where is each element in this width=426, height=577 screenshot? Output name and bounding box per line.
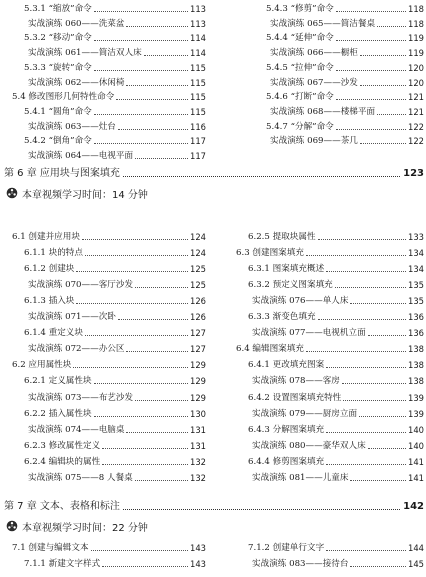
toc-entry-page: 116 (190, 121, 206, 132)
toc-entry-title: 7.1.2 创建单行文字 (248, 543, 325, 553)
toc-entry-page: 138 (408, 376, 424, 387)
toc-entry-title: 7.1 创建与编辑文本 (12, 543, 89, 553)
toc-entry-page: 126 (190, 312, 206, 323)
toc-exercise-entry[interactable] (270, 133, 424, 147)
toc-entry-title: 实战演练 074——电脑桌 (28, 424, 125, 435)
toc-section-entry[interactable] (12, 229, 206, 243)
leader-dots (135, 287, 188, 288)
toc-entry-title: 5.4.3 “修剪”命令 (266, 4, 334, 14)
toc-exercise-entry[interactable] (252, 556, 424, 570)
film-reel-icon (6, 187, 18, 199)
toc-exercise-entry[interactable] (28, 309, 206, 323)
toc-section-entry[interactable] (24, 60, 206, 74)
toc-exercise-entry[interactable] (28, 148, 206, 162)
toc-exercise-entry[interactable] (252, 470, 424, 484)
leader-dots (123, 176, 400, 177)
leader-dots (377, 114, 406, 115)
toc-entry-title: 实战演练 073——布艺沙发 (28, 392, 134, 403)
toc-entry-title: 6.1.2 创建块 (24, 264, 75, 275)
leader-dots (94, 383, 188, 384)
toc-entry-page: 144 (408, 543, 424, 553)
leader-dots (76, 271, 188, 272)
toc-entry-page: 119 (408, 33, 424, 44)
chapter-6-page: 123 (403, 168, 424, 179)
leader-dots (368, 335, 406, 336)
toc-entry-page: 114 (190, 48, 206, 59)
toc-entry-title: 实战演练 069——茶几 (270, 136, 358, 147)
leader-dots (82, 239, 188, 240)
toc-entry-title: 5.4.6 “打断”命令 (266, 92, 334, 103)
toc-exercise-entry[interactable] (28, 390, 206, 404)
toc-entry-title: 6.1.4 重定义块 (24, 328, 83, 339)
toc-section-entry[interactable] (248, 540, 424, 554)
leader-dots (102, 566, 188, 567)
leader-dots (94, 143, 188, 144)
toc-section-entry[interactable] (12, 89, 206, 103)
toc-section-entry[interactable] (248, 277, 424, 291)
toc-entry-page: 143 (190, 543, 206, 553)
toc-entry-page: 127 (190, 344, 206, 355)
toc-entry-title: 5.4.7 “分解”命令 (266, 121, 334, 132)
toc-entry-title: 实战演练 080——豪华双人床 (252, 440, 366, 451)
leader-dots (126, 26, 188, 27)
toc-entry-page: 131 (190, 440, 206, 451)
chapter-7-heading[interactable] (4, 498, 424, 514)
toc-entry-title: 实战演练 075——8 人餐桌 (28, 472, 133, 483)
toc-exercise-entry[interactable] (28, 16, 206, 30)
toc-entry-page: 141 (408, 456, 424, 467)
toc-entry-title: 6.2.5 提取块属性 (248, 232, 316, 242)
toc-entry-page: 129 (190, 376, 206, 387)
leader-dots (144, 55, 188, 56)
toc-entry-title: 6.1.3 插入块 (24, 296, 75, 307)
toc-section-entry[interactable] (236, 245, 424, 259)
leader-dots (135, 400, 188, 401)
toc-entry-page: 139 (408, 392, 424, 403)
leader-dots (336, 99, 406, 100)
leader-dots (102, 448, 188, 449)
toc-entry-page: 129 (190, 360, 206, 371)
leader-dots (123, 509, 400, 510)
toc-entry-page: 141 (408, 472, 424, 483)
toc-entry-title: 实战演练 063——灶台 (28, 121, 116, 132)
toc-entry-page: 115 (190, 92, 206, 103)
toc-entry-title: 5.3.3 “旋转”命令 (24, 62, 92, 73)
leader-dots (326, 464, 406, 465)
toc-exercise-entry[interactable] (28, 470, 206, 484)
leader-dots (118, 319, 188, 320)
leader-dots (94, 70, 188, 71)
toc-entry-page: 136 (408, 312, 424, 323)
toc-entry-title: 实战演练 083——接待台 (252, 558, 349, 569)
toc-entry-page: 134 (408, 248, 424, 259)
toc-section-entry[interactable] (24, 454, 206, 468)
toc-section-entry[interactable] (248, 454, 424, 468)
toc-section-entry[interactable] (24, 30, 206, 44)
leader-dots (335, 287, 406, 288)
toc-section-entry[interactable] (248, 390, 424, 404)
toc-section-entry[interactable] (24, 245, 206, 259)
toc-entry-title: 6.4 编辑图案填充 (236, 344, 304, 355)
leader-dots (368, 448, 406, 449)
toc-entry-title: 实战演练 070——客厅沙发 (28, 280, 134, 291)
leader-dots (118, 129, 188, 130)
leader-dots (306, 255, 406, 256)
leader-dots (135, 480, 188, 481)
toc-entry-page: 118 (408, 18, 424, 29)
leader-dots (94, 40, 188, 41)
leader-dots (360, 55, 406, 56)
toc-entry-page: 114 (190, 33, 206, 44)
toc-entry-page: 119 (408, 48, 424, 59)
toc-entry-title: 5.4.1 “圆角”命令 (24, 106, 92, 117)
leader-dots (326, 550, 406, 551)
toc-entry-page: 130 (190, 408, 206, 419)
toc-entry-page: 135 (408, 280, 424, 291)
toc-exercise-entry[interactable] (252, 406, 424, 420)
chapter-7-page: 142 (403, 501, 424, 512)
toc-entry-title: 实战演练 071——次卧 (28, 312, 116, 323)
toc-section-entry[interactable] (266, 60, 424, 74)
toc-entry-page: 118 (408, 4, 424, 14)
leader-dots (85, 335, 188, 336)
toc-section-entry[interactable] (248, 309, 424, 323)
toc-entry-title: 5.4.5 “拉伸”命令 (266, 62, 334, 73)
leader-dots (85, 255, 188, 256)
toc-section-entry[interactable] (24, 325, 206, 339)
toc-entry-title: 6.4.3 分解图案填充 (248, 424, 325, 435)
chapter-7-title: 第 7 章 文本、表格和标注 (4, 501, 120, 512)
leader-dots (326, 367, 406, 368)
toc-entry-title: 6.3.1 图案填充概述 (248, 264, 325, 275)
toc-entry-title: 6.2 应用属性块 (12, 360, 72, 371)
chapter-7-video-time (6, 518, 148, 534)
toc-entry-page: 129 (190, 392, 206, 403)
leader-dots (326, 432, 406, 433)
toc-section-entry[interactable] (266, 119, 424, 133)
toc-entry-title: 6.3.3 渐变色填充 (248, 312, 316, 323)
leader-dots (94, 416, 188, 417)
toc-entry-page: 120 (408, 62, 424, 73)
toc-section-entry[interactable] (12, 540, 206, 554)
toc-entry-title: 6.3.2 预定义图案填充 (248, 280, 333, 291)
toc-exercise-entry[interactable] (270, 104, 424, 118)
leader-dots (126, 351, 188, 352)
toc-exercise-entry[interactable] (28, 341, 206, 355)
chapter-7-video-text: 本章视频学习时间：22 分钟 (22, 522, 148, 534)
toc-entry-title: 6.2.1 定义属性块 (24, 376, 92, 387)
leader-dots (91, 550, 188, 551)
toc-entry-page: 117 (190, 151, 206, 161)
toc-section-entry[interactable] (24, 556, 206, 570)
leader-dots (336, 129, 406, 130)
toc-entry-title: 实战演练 062——休闲椅 (28, 77, 125, 88)
toc-entry-page: 120 (408, 77, 424, 88)
toc-entry-title: 6.1.1 块的特点 (24, 248, 83, 259)
toc-entry-title: 实战演练 067——沙发 (270, 77, 358, 88)
leader-dots (76, 303, 188, 304)
toc-entry-page: 121 (408, 106, 424, 117)
leader-dots (94, 11, 188, 12)
toc-exercise-entry[interactable] (28, 422, 206, 436)
toc-exercise-entry[interactable] (28, 277, 206, 291)
leader-dots (306, 351, 406, 352)
toc-entry-page: 140 (408, 424, 424, 435)
leader-dots (343, 400, 406, 401)
toc-entry-title: 6.2.2 插入属性块 (24, 408, 92, 419)
toc-section-entry[interactable] (24, 133, 206, 147)
chapter-6-video-time (6, 185, 148, 201)
leader-dots (73, 367, 188, 368)
leader-dots (377, 26, 406, 27)
leader-dots (360, 143, 406, 144)
toc-entry-page: 133 (408, 232, 424, 242)
toc-entry-page: 139 (408, 408, 424, 419)
toc-entry-title: 6.4.2 设置图案填充特性 (248, 392, 342, 403)
toc-entry-page: 125 (190, 264, 206, 275)
chapter-6-title: 第 6 章 应用块与图案填充 (4, 168, 120, 179)
toc-entry-title: 实战演练 079——厨房立面 (252, 408, 358, 419)
toc-exercise-entry[interactable] (28, 75, 206, 89)
toc-entry-title: 实战演练 078——客房 (252, 376, 340, 387)
chapter-6-heading[interactable] (4, 165, 424, 181)
leader-dots (318, 239, 406, 240)
toc-entry-page: 132 (190, 472, 206, 483)
toc-entry-page: 124 (190, 232, 206, 242)
leader-dots (116, 99, 188, 100)
toc-exercise-entry[interactable] (270, 45, 424, 59)
toc-entry-page: 126 (190, 296, 206, 307)
toc-entry-page: 113 (190, 4, 206, 14)
toc-entry-page: 115 (190, 62, 206, 73)
toc-exercise-entry[interactable] (270, 16, 424, 30)
toc-entry-title: 实战演练 068——楼梯平面 (270, 106, 376, 117)
toc-entry-page: 124 (190, 248, 206, 259)
toc-entry-title: 实战演练 077——电视机立面 (252, 328, 366, 339)
toc-entry-title: 5.3.1 “缩放”命令 (24, 4, 92, 14)
toc-exercise-entry[interactable] (270, 75, 424, 89)
toc-entry-page: 117 (190, 136, 206, 147)
toc-entry-title: 实战演练 081——儿童床 (252, 472, 349, 483)
toc-entry-page: 134 (408, 264, 424, 275)
toc-section-entry[interactable] (24, 373, 206, 387)
toc-entry-title: 实战演练 061——简洁双人床 (28, 48, 142, 59)
toc-entry-page: 143 (190, 558, 206, 569)
leader-dots (342, 383, 406, 384)
leader-dots (102, 464, 188, 465)
toc-entry-page: 125 (190, 280, 206, 291)
toc-entry-page: 131 (190, 424, 206, 435)
toc-exercise-entry[interactable] (28, 45, 206, 59)
toc-exercise-entry[interactable] (252, 325, 424, 339)
toc-entry-title: 5.3.2 “移动”命令 (24, 33, 92, 44)
film-reel-icon (6, 520, 18, 532)
leader-dots (336, 40, 406, 41)
toc-section-entry[interactable] (248, 261, 424, 275)
leader-dots (126, 432, 188, 433)
toc-entry-title: 6.4.4 修剪图案填充 (248, 456, 325, 467)
toc-section-entry[interactable] (24, 104, 206, 118)
leader-dots (359, 416, 406, 417)
toc-entry-page: 140 (408, 440, 424, 451)
toc-entry-title: 6.1 创建并应用块 (12, 232, 80, 242)
toc-entry-page: 136 (408, 328, 424, 339)
toc-section-entry[interactable] (248, 422, 424, 436)
toc-exercise-entry[interactable] (252, 438, 424, 452)
toc-exercise-entry[interactable] (28, 119, 206, 133)
toc-entry-title: 实战演练 064——电视平面 (28, 151, 134, 161)
toc-entry-page: 122 (408, 121, 424, 132)
toc-section-entry[interactable] (24, 293, 206, 307)
toc-section-entry[interactable] (24, 438, 206, 452)
toc-section-entry[interactable] (24, 1, 206, 15)
toc-entry-title: 6.2.3 修改属性定义 (24, 440, 101, 451)
toc-entry-title: 实战演练 066——橱柜 (270, 48, 358, 59)
leader-dots (350, 303, 406, 304)
toc-section-entry[interactable] (24, 406, 206, 420)
toc-section-entry[interactable] (236, 341, 424, 355)
toc-entry-title: 实战演练 065——简洁餐桌 (270, 18, 376, 29)
toc-entry-page: 115 (190, 106, 206, 117)
toc-section-entry[interactable] (248, 357, 424, 371)
toc-entry-title: 实战演练 072——办公区 (28, 344, 125, 355)
toc-entry-title: 5.4.2 “倒角”命令 (24, 136, 92, 147)
toc-entry-title: 5.4.4 “延伸”命令 (266, 33, 334, 44)
leader-dots (350, 480, 406, 481)
toc-entry-page: 138 (408, 360, 424, 371)
toc-entry-title: 6.3 创建图案填充 (236, 248, 304, 259)
leader-dots (350, 566, 406, 567)
toc-entry-page: 138 (408, 344, 424, 355)
chapter-6-video-text: 本章视频学习时间：14 分钟 (22, 189, 148, 201)
toc-section-entry[interactable] (248, 229, 424, 243)
leader-dots (126, 85, 188, 86)
leader-dots (336, 70, 406, 71)
toc-section-entry[interactable] (266, 30, 424, 44)
leader-dots (326, 271, 406, 272)
leader-dots (135, 158, 188, 159)
toc-entry-title: 6.4.1 更改填充图案 (248, 360, 325, 371)
toc-entry-page: 135 (408, 296, 424, 307)
toc-entry-page: 127 (190, 328, 206, 339)
toc-exercise-entry[interactable] (252, 373, 424, 387)
toc-section-entry[interactable] (12, 357, 206, 371)
toc-entry-title: 5.4 修改图形几何特性命令 (12, 92, 115, 103)
toc-entry-page: 132 (190, 456, 206, 467)
toc-section-entry[interactable] (266, 1, 424, 15)
toc-section-entry[interactable] (24, 261, 206, 275)
toc-exercise-entry[interactable] (252, 293, 424, 307)
toc-entry-page: 115 (190, 77, 206, 88)
toc-entry-title: 7.1.1 新建文字样式 (24, 558, 101, 569)
leader-dots (360, 85, 406, 86)
toc-entry-page: 121 (408, 92, 424, 103)
toc-entry-title: 实战演练 076——单人床 (252, 296, 349, 307)
leader-dots (94, 114, 188, 115)
leader-dots (336, 11, 406, 12)
toc-entry-title: 6.2.4 编辑块的属性 (24, 456, 101, 467)
toc-entry-page: 113 (190, 18, 206, 29)
toc-entry-page: 145 (408, 558, 424, 569)
leader-dots (318, 319, 406, 320)
toc-entry-title: 实战演练 060——洗菜盆 (28, 18, 125, 29)
toc-entry-page: 122 (408, 136, 424, 147)
toc-section-entry[interactable] (266, 89, 424, 103)
